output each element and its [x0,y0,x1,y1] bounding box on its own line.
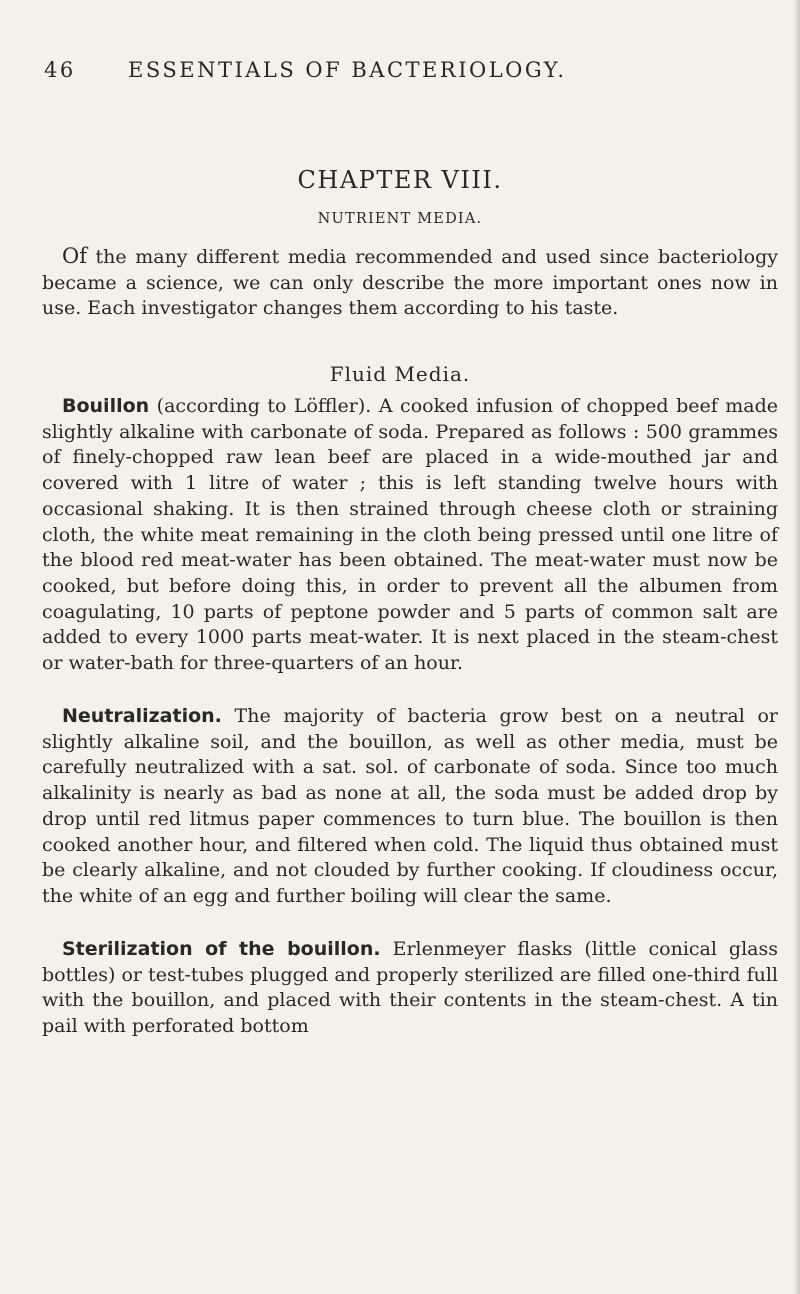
running-title: ESSENTIALS OF BACTERIOLOGY. [128,58,567,82]
chapter-title: CHAPTER VIII. [297,166,503,194]
bouillon-text: (according to Löffler). A cooked infusion of chopped beef made slightly alkaline with carbonate of soda. Prepared as follows : 500 grammes of finely-chopped raw lean beef are placed in a wide-mouthed jar and covered with 1 litre of water ; this is left standing twelve hours with occasional shaking. It is then strained through cheese cloth or straining cloth, the white meat remaining in the cloth being pressed until one litre of the blood red meat-water has been obtained. The meat-water must now be cooked, but before doing this, in order to prevent all the albumen from coagulating, 10 parts of peptone powder and 5 parts of common salt are added to every 1000 parts meat-water. It is next placed in the steam-chest or water-bath for three-quarters of an hour. [42,395,778,675]
page-edge-shadow [793,0,800,1294]
neutralization-heading: Neutralization. [62,705,222,727]
sterilization-heading: Sterilization of the bouillon. [62,938,381,960]
running-header [44,58,784,82]
bouillon-paragraph [42,394,778,677]
intro-paragraph [42,244,778,322]
sterilization-paragraph [42,937,778,1040]
intro-text: the many different media recommended and used since bacteriology became a science, we can only describe the more important ones now in use. Each investigator changes them according to his taste. [42,246,778,320]
neutralization-paragraph [42,704,778,910]
page-number: 46 [44,58,76,82]
neutralization-text: The majority of bacteria grow best on a neutral or slightly alkaline soil, and the bouillon, as well as other media, must be carefully neutralized with a sat. sol. of carbonate of soda. Since too much alkalinity is nearly as bad as none at all, the soda must be added drop by drop until red litmus paper commences to turn blue. The bouillon is then cooked another hour, and filtered when cold. The liquid thus obtained must be clearly alkaline, and not clouded by further cooking. If cloudiness occur, the white of an egg and further boiling will clear the same. [42,705,778,907]
intro-lead-word: Of [62,244,87,268]
bouillon-heading: Bouillon [62,395,150,417]
sterilization-text: Erlenmeyer flasks (little conical glass bottles) or test-tubes plugged and properly sterilized are filled one-third full with the bouillon, and placed with their contents in the steam-chest. A tin pail with perforated bottom [42,938,778,1038]
section-title: Fluid Media. [329,362,471,386]
chapter-subtitle: NUTRIENT MEDIA. [317,211,483,227]
